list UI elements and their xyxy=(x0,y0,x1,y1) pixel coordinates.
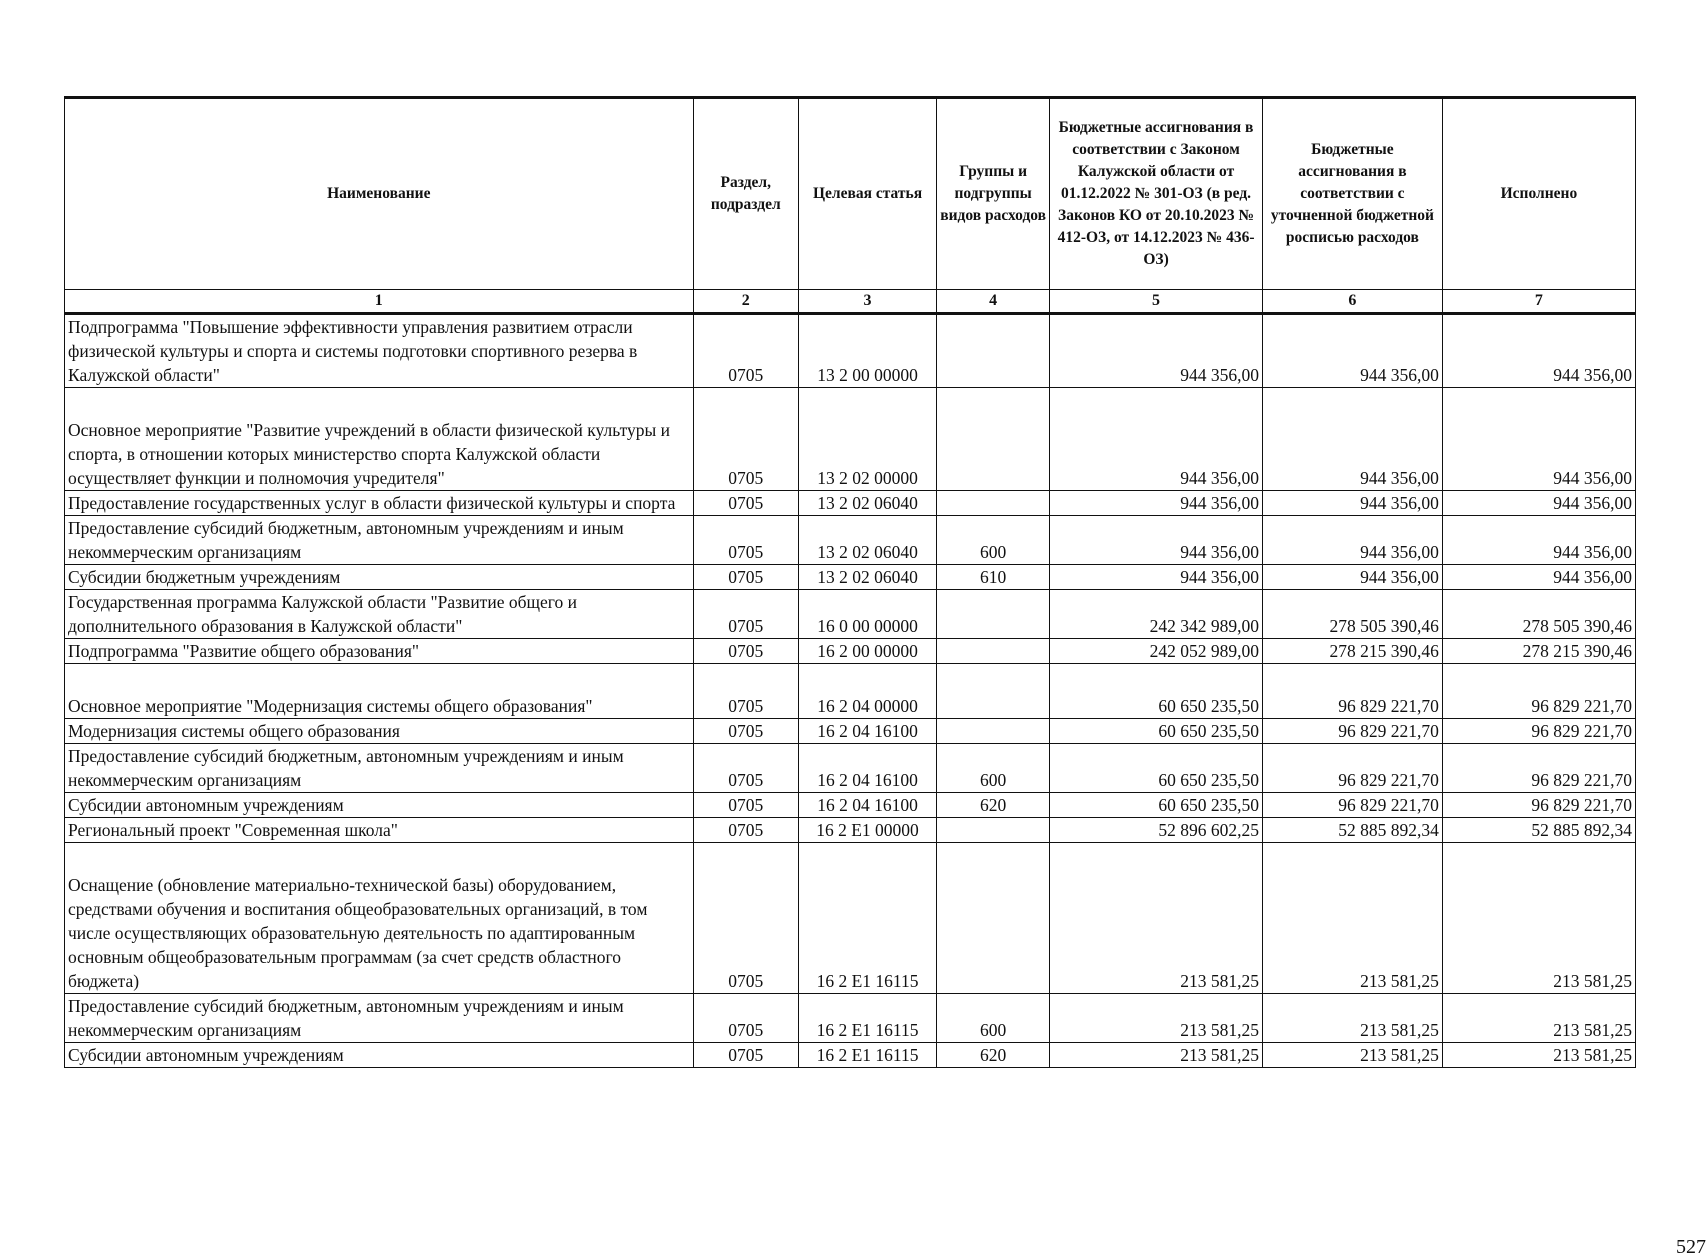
row-expense-group: 610 xyxy=(937,565,1050,590)
row-plan-allocation: 944 356,00 xyxy=(1262,388,1442,491)
table-body xyxy=(65,314,1636,1068)
row-plan-allocation: 96 829 221,70 xyxy=(1262,793,1442,818)
row-plan-allocation: 944 356,00 xyxy=(1262,314,1442,388)
row-executed: 944 356,00 xyxy=(1442,314,1635,388)
row-plan-allocation: 278 215 390,46 xyxy=(1262,639,1442,664)
table-row xyxy=(65,388,1636,491)
row-executed: 278 505 390,46 xyxy=(1442,590,1635,639)
table-row xyxy=(65,1043,1636,1068)
budget-table xyxy=(64,96,1636,1068)
row-plan-allocation: 213 581,25 xyxy=(1262,994,1442,1043)
row-section: 0705 xyxy=(693,793,798,818)
row-executed: 944 356,00 xyxy=(1442,388,1635,491)
row-executed: 96 829 221,70 xyxy=(1442,744,1635,793)
row-plan-allocation: 213 581,25 xyxy=(1262,843,1442,994)
row-target-article: 16 2 04 16100 xyxy=(798,793,936,818)
row-target-article: 16 0 00 00000 xyxy=(798,590,936,639)
header-plan-allocation: Бюджетные ассигнования в соответствии с уточненной бюджетной росписью расходов xyxy=(1262,98,1442,290)
row-target-article: 13 2 02 06040 xyxy=(798,516,936,565)
row-name: Подпрограмма "Развитие общего образования" xyxy=(65,639,694,664)
row-target-article: 16 2 E1 16115 xyxy=(798,843,936,994)
header-group: Группы и подгруппы видов расходов xyxy=(937,98,1050,290)
row-section: 0705 xyxy=(693,639,798,664)
row-name: Оснащение (обновление материально-технической базы) оборудованием, средствами обучения и воспитания общеобразовательных организаций, в том числе осуществляющих образовательную деятельность по адаптированным основным общеобразовательным программам (за счет средств областного бюджета) xyxy=(65,843,694,994)
table-row xyxy=(65,719,1636,744)
row-law-allocation: 944 356,00 xyxy=(1050,565,1263,590)
row-law-allocation: 60 650 235,50 xyxy=(1050,664,1263,719)
header-row xyxy=(65,98,1636,290)
row-executed: 52 885 892,34 xyxy=(1442,818,1635,843)
row-target-article: 16 2 04 16100 xyxy=(798,744,936,793)
row-name: Субсидии автономным учреждениям xyxy=(65,1043,694,1068)
row-plan-allocation: 96 829 221,70 xyxy=(1262,744,1442,793)
row-executed: 944 356,00 xyxy=(1442,491,1635,516)
row-executed: 213 581,25 xyxy=(1442,1043,1635,1068)
header-name: Наименование xyxy=(65,98,694,290)
table-row xyxy=(65,565,1636,590)
row-section: 0705 xyxy=(693,590,798,639)
header-executed: Исполнено xyxy=(1442,98,1635,290)
budget-document xyxy=(64,96,1706,1258)
row-plan-allocation: 278 505 390,46 xyxy=(1262,590,1442,639)
row-executed: 213 581,25 xyxy=(1442,994,1635,1043)
row-law-allocation: 60 650 235,50 xyxy=(1050,793,1263,818)
row-plan-allocation: 96 829 221,70 xyxy=(1262,664,1442,719)
row-expense-group xyxy=(937,639,1050,664)
table-row xyxy=(65,818,1636,843)
row-target-article: 16 2 E1 16115 xyxy=(798,1043,936,1068)
row-section: 0705 xyxy=(693,744,798,793)
row-name: Предоставление субсидий бюджетным, автономным учреждениям и иным некоммерческим организациям xyxy=(65,744,694,793)
row-expense-group: 600 xyxy=(937,744,1050,793)
column-number: 5 xyxy=(1050,290,1263,314)
row-plan-allocation: 213 581,25 xyxy=(1262,1043,1442,1068)
row-law-allocation: 213 581,25 xyxy=(1050,1043,1263,1068)
row-plan-allocation: 52 885 892,34 xyxy=(1262,818,1442,843)
row-plan-allocation: 96 829 221,70 xyxy=(1262,719,1442,744)
row-executed: 278 215 390,46 xyxy=(1442,639,1635,664)
row-law-allocation: 213 581,25 xyxy=(1050,994,1263,1043)
row-name: Предоставление государственных услуг в области физической культуры и спорта xyxy=(65,491,694,516)
row-target-article: 16 2 04 00000 xyxy=(798,664,936,719)
row-target-article: 13 2 00 00000 xyxy=(798,314,936,388)
row-target-article: 13 2 02 06040 xyxy=(798,491,936,516)
table-row xyxy=(65,516,1636,565)
table-row xyxy=(65,590,1636,639)
row-executed: 944 356,00 xyxy=(1442,516,1635,565)
row-section: 0705 xyxy=(693,1043,798,1068)
row-expense-group: 620 xyxy=(937,1043,1050,1068)
table-row xyxy=(65,843,1636,994)
row-target-article: 13 2 02 06040 xyxy=(798,565,936,590)
row-law-allocation: 944 356,00 xyxy=(1050,516,1263,565)
row-target-article: 16 2 E1 00000 xyxy=(798,818,936,843)
row-section: 0705 xyxy=(693,491,798,516)
table-row xyxy=(65,314,1636,388)
row-law-allocation: 60 650 235,50 xyxy=(1050,719,1263,744)
column-number: 6 xyxy=(1262,290,1442,314)
row-section: 0705 xyxy=(693,994,798,1043)
row-section: 0705 xyxy=(693,388,798,491)
row-law-allocation: 213 581,25 xyxy=(1050,843,1263,994)
row-plan-allocation: 944 356,00 xyxy=(1262,565,1442,590)
row-name: Модернизация системы общего образования xyxy=(65,719,694,744)
column-number: 4 xyxy=(937,290,1050,314)
row-expense-group xyxy=(937,491,1050,516)
row-name: Подпрограмма "Повышение эффективности управления развитием отрасли физической культуры и спорта и системы подготовки спортивного резерва в Калужской области" xyxy=(65,314,694,388)
row-name: Региональный проект "Современная школа" xyxy=(65,818,694,843)
row-plan-allocation: 944 356,00 xyxy=(1262,491,1442,516)
table-row xyxy=(65,491,1636,516)
row-executed: 96 829 221,70 xyxy=(1442,664,1635,719)
row-executed: 213 581,25 xyxy=(1442,843,1635,994)
header-article: Целевая статья xyxy=(798,98,936,290)
column-number: 3 xyxy=(798,290,936,314)
row-target-article: 16 2 00 00000 xyxy=(798,639,936,664)
row-expense-group: 620 xyxy=(937,793,1050,818)
row-law-allocation: 944 356,00 xyxy=(1050,314,1263,388)
row-name: Предоставление субсидий бюджетным, автономным учреждениям и иным некоммерческим организациям xyxy=(65,516,694,565)
row-expense-group xyxy=(937,843,1050,994)
row-expense-group xyxy=(937,314,1050,388)
row-expense-group xyxy=(937,590,1050,639)
row-expense-group xyxy=(937,719,1050,744)
row-expense-group xyxy=(937,818,1050,843)
column-number: 2 xyxy=(693,290,798,314)
row-section: 0705 xyxy=(693,719,798,744)
table-row xyxy=(65,793,1636,818)
row-law-allocation: 944 356,00 xyxy=(1050,491,1263,516)
table-row xyxy=(65,639,1636,664)
column-number-row xyxy=(65,290,1636,314)
row-section: 0705 xyxy=(693,843,798,994)
row-name: Субсидии бюджетным учреждениям xyxy=(65,565,694,590)
row-name: Государственная программа Калужской области "Развитие общего и дополнительного образования в Калужской области" xyxy=(65,590,694,639)
row-target-article: 16 2 04 16100 xyxy=(798,719,936,744)
page-number: 527 xyxy=(1676,1236,1706,1258)
row-executed: 944 356,00 xyxy=(1442,565,1635,590)
row-name: Субсидии автономным учреждениям xyxy=(65,793,694,818)
row-section: 0705 xyxy=(693,314,798,388)
row-law-allocation: 242 342 989,00 xyxy=(1050,590,1263,639)
row-name: Предоставление субсидий бюджетным, автономным учреждениям и иным некоммерческим организациям xyxy=(65,994,694,1043)
row-executed: 96 829 221,70 xyxy=(1442,719,1635,744)
row-law-allocation: 944 356,00 xyxy=(1050,388,1263,491)
row-expense-group: 600 xyxy=(937,994,1050,1043)
row-law-allocation: 242 052 989,00 xyxy=(1050,639,1263,664)
row-law-allocation: 60 650 235,50 xyxy=(1050,744,1263,793)
row-expense-group xyxy=(937,664,1050,719)
table-row xyxy=(65,994,1636,1043)
row-expense-group: 600 xyxy=(937,516,1050,565)
row-target-article: 13 2 02 00000 xyxy=(798,388,936,491)
row-target-article: 16 2 E1 16115 xyxy=(798,994,936,1043)
row-executed: 96 829 221,70 xyxy=(1442,793,1635,818)
row-plan-allocation: 944 356,00 xyxy=(1262,516,1442,565)
header-section: Раздел, подраздел xyxy=(693,98,798,290)
row-name: Основное мероприятие "Развитие учреждений в области физической культуры и спорта, в отношении которых министерство спорта Калужской области осуществляет функции и полномочия учредителя" xyxy=(65,388,694,491)
row-section: 0705 xyxy=(693,818,798,843)
row-name: Основное мероприятие "Модернизация системы общего образования" xyxy=(65,664,694,719)
row-section: 0705 xyxy=(693,664,798,719)
table-row xyxy=(65,664,1636,719)
row-section: 0705 xyxy=(693,516,798,565)
column-number: 7 xyxy=(1442,290,1635,314)
row-section: 0705 xyxy=(693,565,798,590)
row-law-allocation: 52 896 602,25 xyxy=(1050,818,1263,843)
header-law-allocation: Бюджетные ассигнования в соответствии с Законом Калужской области от 01.12.2022 № 301-ОЗ (в ред. Законов КО от 20.10.2023 № 412-ОЗ, от 14.12.2023 № 436-ОЗ) xyxy=(1050,98,1263,290)
table-row xyxy=(65,744,1636,793)
row-expense-group xyxy=(937,388,1050,491)
column-number: 1 xyxy=(65,290,694,314)
